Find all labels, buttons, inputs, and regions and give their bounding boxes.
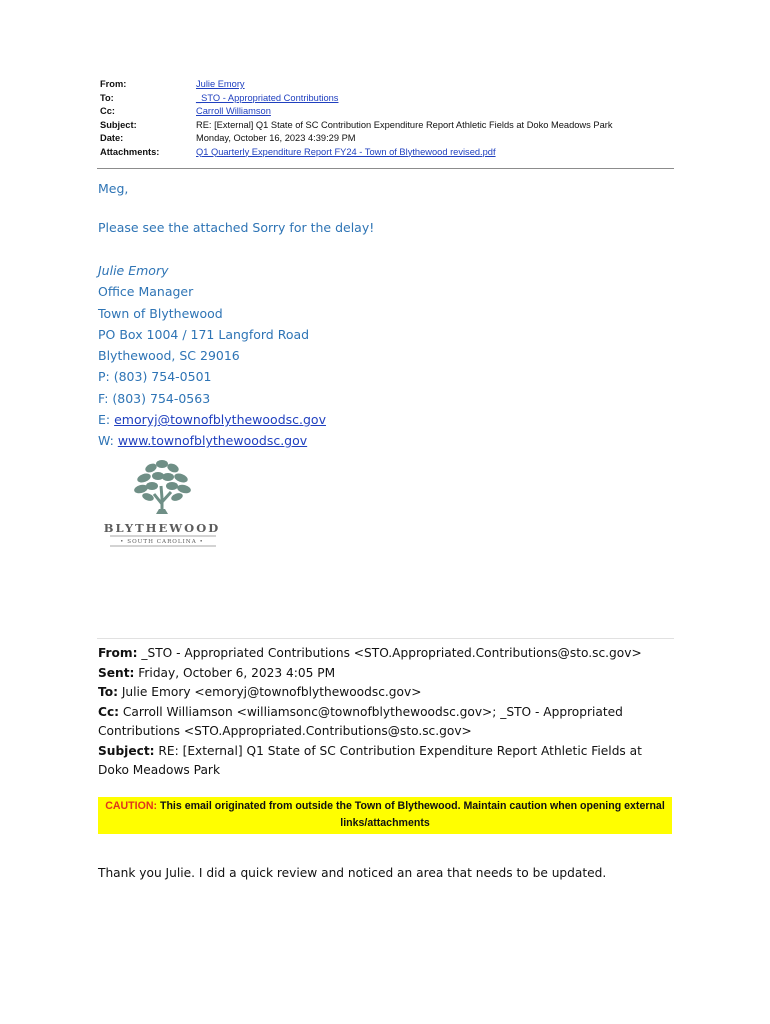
message-text: Please see the attached Sorry for the delay! bbox=[98, 220, 375, 235]
web-prefix: W: bbox=[98, 433, 118, 449]
header-divider bbox=[97, 168, 674, 169]
signature-name: Julie Emory bbox=[98, 263, 169, 278]
fwd-from-value: _STO - Appropriated Contributions <STO.Appropriated.Contributions@sto.sc.gov> bbox=[141, 646, 642, 660]
fwd-subject-label: Subject: bbox=[98, 743, 155, 758]
forward-divider bbox=[97, 638, 674, 639]
fwd-cc-value: Carroll Williamson <williamsonc@townofblythewoodsc.gov>; _STO - Appropriated Contributions <STO.Appropriated.Contributions@sto.sc.gov> bbox=[98, 704, 623, 738]
fwd-to-label: To: bbox=[98, 685, 118, 699]
fwd-subject-line bbox=[98, 742, 676, 781]
date-label: Date: bbox=[100, 133, 124, 143]
greeting: Meg, bbox=[98, 181, 129, 196]
reply-text: Thank you Julie. I did a quick review and noticed an area that needs to be updated. bbox=[98, 866, 607, 880]
header-row-date bbox=[100, 132, 674, 146]
signature-email-line bbox=[98, 409, 326, 430]
fwd-subject-value: RE: [External] Q1 State of SC Contribution Expenditure Report Athletic Fields at Doko Meadows Park bbox=[98, 743, 642, 777]
header-row-to bbox=[100, 92, 674, 106]
fwd-from-line bbox=[98, 644, 676, 664]
subject-value: RE: [External] Q1 State of SC Contribution Expenditure Report Athletic Fields at Doko Meadows Park bbox=[196, 119, 613, 130]
fwd-to-line bbox=[98, 683, 676, 703]
signature-fax: F: (803) 754-0563 bbox=[98, 390, 211, 406]
signature-address-line2: Blythewood, SC 29016 bbox=[98, 348, 240, 364]
cc-label: Cc: bbox=[100, 106, 115, 116]
signature-website-link[interactable]: www.townofblythewoodsc.gov bbox=[117, 433, 308, 449]
from-value-link[interactable]: Julie Emory bbox=[196, 79, 245, 89]
signature-block bbox=[98, 260, 326, 452]
header-row-attachments bbox=[100, 146, 674, 160]
cc-value-link[interactable]: Carroll Williamson bbox=[196, 106, 271, 116]
header-row-subject bbox=[100, 119, 674, 133]
logo-wordmark: BLYTHEWOOD bbox=[104, 521, 221, 535]
from-label: From: bbox=[100, 79, 127, 89]
blythewood-logo bbox=[104, 452, 224, 552]
signature-address-line1: PO Box 1004 / 171 Langford Road bbox=[98, 326, 310, 342]
fwd-cc-label: Cc: bbox=[98, 704, 120, 719]
date-value: Monday, October 16, 2023 4:39:29 PM bbox=[196, 133, 356, 143]
attachments-label: Attachments: bbox=[100, 146, 160, 157]
signature-web-line bbox=[98, 430, 326, 451]
signature-email-link[interactable]: emoryj@townofblythewoodsc.gov bbox=[114, 412, 326, 428]
tree-icon bbox=[133, 460, 192, 514]
fwd-from-label: From: bbox=[98, 646, 138, 660]
signature-phone: P: (803) 754-0501 bbox=[98, 369, 212, 385]
email-header bbox=[100, 78, 674, 159]
signature-org: Town of Blythewood bbox=[98, 305, 223, 321]
fwd-sent-label: Sent: bbox=[98, 665, 135, 680]
fwd-sent-line bbox=[98, 664, 676, 684]
fwd-to-value: Julie Emory <emoryj@townofblythewoodsc.gov> bbox=[121, 685, 422, 699]
caution-banner bbox=[98, 797, 672, 834]
to-label: To: bbox=[100, 92, 114, 103]
subject-label: Subject: bbox=[100, 119, 137, 130]
logo-subtitle: • SOUTH CAROLINA • bbox=[120, 539, 204, 545]
fwd-cc-line bbox=[98, 703, 676, 742]
header-row-from bbox=[100, 78, 674, 92]
caution-label: CAUTION: bbox=[105, 800, 158, 812]
signature-title: Office Manager bbox=[98, 284, 194, 300]
email-prefix: E: bbox=[98, 412, 115, 428]
fwd-sent-value: Friday, October 6, 2023 4:05 PM bbox=[138, 665, 336, 680]
forwarded-header bbox=[98, 644, 676, 781]
attachment-link[interactable]: Q1 Quarterly Expenditure Report FY24 - Town of Blythewood revised.pdf bbox=[196, 146, 496, 157]
to-value-link[interactable]: _STO - Appropriated Contributions bbox=[196, 92, 339, 103]
caution-text: This email originated from outside the Town of Blythewood. Maintain caution when opening external links/attachments bbox=[159, 800, 665, 829]
header-row-cc bbox=[100, 105, 674, 119]
